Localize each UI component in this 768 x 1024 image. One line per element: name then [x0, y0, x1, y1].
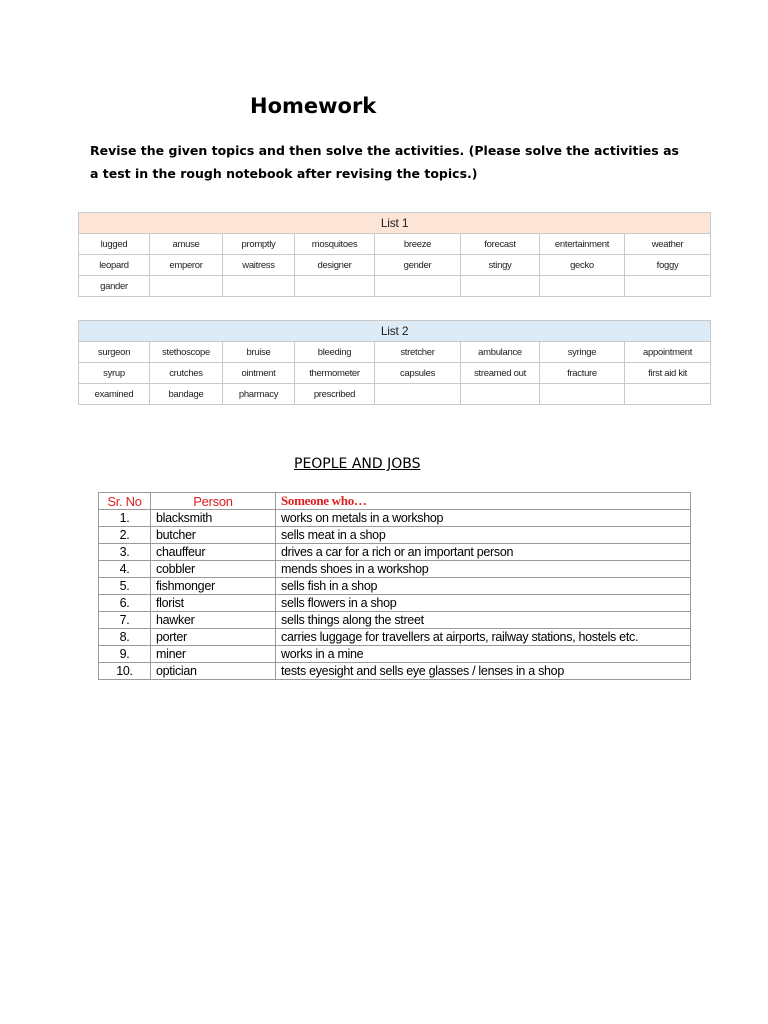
- word-cell: capsules: [375, 363, 461, 384]
- list-1-table: [78, 212, 711, 297]
- table-row: [79, 363, 711, 384]
- word-cell: leopard: [79, 255, 150, 276]
- table-row: [99, 595, 691, 612]
- word-cell: bleeding: [295, 342, 375, 363]
- word-cell: syringe: [540, 342, 625, 363]
- word-cell: bandage: [150, 384, 223, 405]
- word-cell: [625, 276, 711, 297]
- word-cell: bruise: [223, 342, 295, 363]
- word-cell: gecko: [540, 255, 625, 276]
- word-cell: [540, 384, 625, 405]
- word-cell: [375, 276, 461, 297]
- word-cell: gander: [79, 276, 150, 297]
- person-cell: chauffeur: [151, 544, 276, 561]
- word-cell: [375, 384, 461, 405]
- table-row: [99, 612, 691, 629]
- description-cell: sells fish in a shop: [276, 578, 691, 595]
- person-cell: hawker: [151, 612, 276, 629]
- person-cell: florist: [151, 595, 276, 612]
- description-cell: sells things along the street: [276, 612, 691, 629]
- sr-no-cell: 1.: [99, 510, 151, 527]
- table-row: [79, 384, 711, 405]
- table-row: [99, 629, 691, 646]
- description-cell: works in a mine: [276, 646, 691, 663]
- word-cell: designer: [295, 255, 375, 276]
- sr-no-cell: 5.: [99, 578, 151, 595]
- word-cell: forecast: [461, 234, 540, 255]
- table-row: [99, 510, 691, 527]
- description-cell: carries luggage for travellers at airports, railway stations, hostels etc.: [276, 629, 691, 646]
- word-cell: emperor: [150, 255, 223, 276]
- table-row: [99, 646, 691, 663]
- person-cell: blacksmith: [151, 510, 276, 527]
- column-header-person: Person: [151, 493, 276, 510]
- word-cell: [295, 276, 375, 297]
- description-cell: drives a car for a rich or an important person: [276, 544, 691, 561]
- list2-heading-row: [79, 321, 711, 342]
- word-cell: [540, 276, 625, 297]
- person-cell: cobbler: [151, 561, 276, 578]
- word-cell: breeze: [375, 234, 461, 255]
- word-cell: promptly: [223, 234, 295, 255]
- sr-no-cell: 10.: [99, 663, 151, 680]
- person-cell: butcher: [151, 527, 276, 544]
- description-cell: mends shoes in a workshop: [276, 561, 691, 578]
- sr-no-cell: 9.: [99, 646, 151, 663]
- sr-no-cell: 7.: [99, 612, 151, 629]
- word-cell: [625, 384, 711, 405]
- instructions-text: Revise the given topics and then solve the activities. (Please solve the activities as a test in the rough notebook after revising the topics.): [90, 143, 679, 181]
- word-cell: syrup: [79, 363, 150, 384]
- word-cell: fracture: [540, 363, 625, 384]
- sr-no-cell: 4.: [99, 561, 151, 578]
- list-2-table: [78, 320, 711, 405]
- word-cell: amuse: [150, 234, 223, 255]
- word-cell: first aid kit: [625, 363, 711, 384]
- table-row: [79, 255, 711, 276]
- word-cell: [461, 384, 540, 405]
- word-cell: crutches: [150, 363, 223, 384]
- word-cell: [223, 276, 295, 297]
- word-cell: streamed out: [461, 363, 540, 384]
- word-cell: foggy: [625, 255, 711, 276]
- table-row: [99, 578, 691, 595]
- table-row: [79, 234, 711, 255]
- table-row: [79, 342, 711, 363]
- word-cell: appointment: [625, 342, 711, 363]
- person-cell: optician: [151, 663, 276, 680]
- column-header-someone-who: Someone who…: [276, 493, 691, 510]
- people-jobs-table: [98, 492, 691, 680]
- word-cell: entertainment: [540, 234, 625, 255]
- list1-heading-row: [79, 213, 711, 234]
- sr-no-cell: 2.: [99, 527, 151, 544]
- description-cell: sells flowers in a shop: [276, 595, 691, 612]
- description-cell: sells meat in a shop: [276, 527, 691, 544]
- table-row: [99, 663, 691, 680]
- column-header-sr-no: Sr. No: [99, 493, 151, 510]
- sr-no-cell: 6.: [99, 595, 151, 612]
- word-cell: [461, 276, 540, 297]
- word-cell: examined: [79, 384, 150, 405]
- word-cell: ointment: [223, 363, 295, 384]
- word-cell: stretcher: [375, 342, 461, 363]
- table-row: [99, 544, 691, 561]
- word-cell: lugged: [79, 234, 150, 255]
- description-cell: tests eyesight and sells eye glasses / lenses in a shop: [276, 663, 691, 680]
- table-row: [99, 561, 691, 578]
- table-row: [99, 527, 691, 544]
- word-cell: [150, 276, 223, 297]
- person-cell: miner: [151, 646, 276, 663]
- people-jobs-header-row: [99, 493, 691, 510]
- sr-no-cell: 3.: [99, 544, 151, 561]
- word-cell: stingy: [461, 255, 540, 276]
- list2-heading: List 2: [79, 321, 711, 342]
- people-jobs-heading: PEOPLE AND JOBS: [294, 456, 421, 472]
- description-cell: works on metals in a workshop: [276, 510, 691, 527]
- word-cell: mosquitoes: [295, 234, 375, 255]
- word-cell: weather: [625, 234, 711, 255]
- word-cell: surgeon: [79, 342, 150, 363]
- person-cell: fishmonger: [151, 578, 276, 595]
- person-cell: porter: [151, 629, 276, 646]
- sr-no-cell: 8.: [99, 629, 151, 646]
- list1-heading: List 1: [79, 213, 711, 234]
- word-cell: gender: [375, 255, 461, 276]
- word-cell: prescribed: [295, 384, 375, 405]
- word-cell: pharmacy: [223, 384, 295, 405]
- table-row: [79, 276, 711, 297]
- word-cell: ambulance: [461, 342, 540, 363]
- word-cell: waitress: [223, 255, 295, 276]
- word-cell: thermometer: [295, 363, 375, 384]
- page-title: Homework: [250, 94, 377, 118]
- word-cell: stethoscope: [150, 342, 223, 363]
